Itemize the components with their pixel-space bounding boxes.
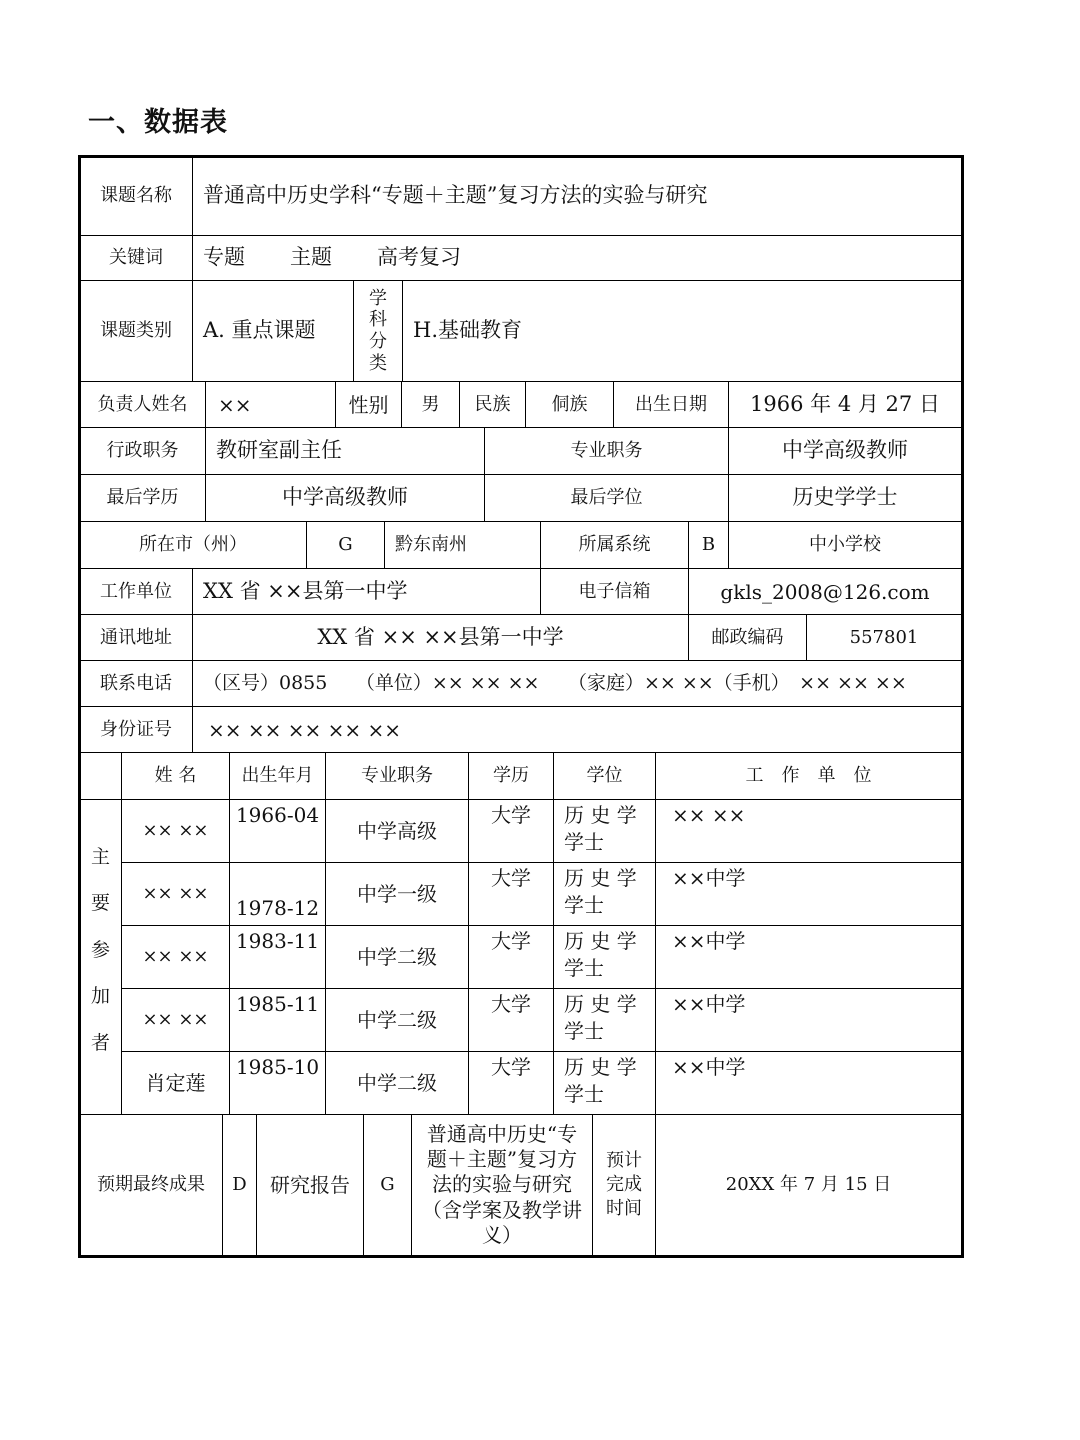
city-value: 黔东南州 — [395, 534, 467, 556]
leader-name: ×× — [218, 392, 252, 417]
header-edu: 学历 — [493, 765, 529, 787]
participant-birth: 1978-12 — [235, 896, 320, 920]
participant-unit: ××中学 — [672, 866, 746, 890]
keyword-item: 高考复习 — [377, 245, 461, 270]
system-code: B — [701, 534, 716, 556]
participant-title: 中学一级 — [357, 882, 437, 906]
participant-birth: 1985-11 — [235, 992, 320, 1016]
participant-unit: ××中学 — [672, 929, 746, 953]
education-label: 最后学历 — [106, 487, 179, 509]
header-name: 姓 名 — [154, 765, 197, 787]
keyword-item: 主题 — [290, 245, 332, 270]
deadline-value: 20XX 年 7 月 15 日 — [725, 1174, 892, 1196]
outcome-form-code: D — [232, 1174, 247, 1196]
birth-value: 1966 年 4 月 27 日 — [750, 391, 940, 416]
participant-unit: ××中学 — [672, 992, 746, 1016]
participant-name: 肖定莲 — [145, 1071, 206, 1095]
participant-title: 中学二级 — [357, 1071, 437, 1095]
work-label: 工作单位 — [100, 580, 172, 602]
participant-birth: 1966-04 — [235, 803, 320, 827]
header-degree: 学位 — [586, 765, 623, 787]
participant-edu: 大学 — [491, 866, 531, 890]
subject-label: 学 科 分 类 — [369, 287, 387, 374]
participant-name: ×× ×× — [142, 820, 209, 842]
outcome-name-code: G — [380, 1174, 395, 1196]
degree-label: 最后学位 — [570, 487, 643, 509]
admin-label: 行政职务 — [106, 440, 179, 462]
postcode-label: 邮政编码 — [711, 626, 784, 648]
prof-title-value: 中学高级教师 — [782, 438, 908, 463]
participant-name: ×× ×× — [142, 1009, 209, 1031]
category-label: 课题类别 — [100, 320, 172, 342]
outcome-name: 普通高中历史“专题＋主题”复习方法的实验与研究（含学案及教学讲义） — [422, 1121, 582, 1248]
prof-title-label: 专业职务 — [570, 440, 643, 462]
header-birth: 出生年月 — [241, 765, 314, 787]
email-value: gkls_2008@126.com — [720, 579, 930, 604]
leader-name-label: 负责人姓名 — [97, 393, 188, 415]
header-title: 专业职务 — [361, 765, 433, 787]
postcode-value: 557801 — [849, 626, 919, 648]
phone-value: （区号）0855 （单位）×× ×× ×× （家庭）×× ××（手机） ×× ×× ×× — [203, 672, 907, 695]
participant-edu: 大学 — [491, 929, 531, 953]
outcome-form: 研究报告 — [270, 1173, 350, 1197]
participant-degree: 历 史 学 学士 — [564, 866, 637, 917]
participant-unit: ××中学 — [672, 1055, 746, 1079]
participant-edu: 大学 — [491, 992, 531, 1016]
system-value: 中小学校 — [809, 534, 881, 556]
keywords-label: 关键词 — [109, 247, 163, 269]
address-value: XX 省 ×× ××县第一中学 — [317, 624, 564, 649]
gender-value: 男 — [421, 393, 440, 415]
work-value: XX 省 ××县第一中学 — [203, 578, 408, 603]
id-label: 身份证号 — [100, 718, 172, 740]
participant-edu: 大学 — [491, 803, 531, 827]
address-label: 通讯地址 — [100, 626, 172, 648]
participant-title: 中学二级 — [357, 945, 437, 969]
outcome-label: 预期最终成果 — [97, 1174, 205, 1196]
education-value: 中学高级教师 — [282, 485, 408, 510]
category-value: A. 重点课题 — [203, 318, 316, 343]
participant-degree: 历 史 学 学士 — [564, 1055, 637, 1106]
participant-birth: 1985-10 — [235, 1055, 320, 1079]
participant-degree: 历 史 学 学士 — [564, 992, 637, 1043]
participant-degree: 历 史 学 学士 — [564, 929, 637, 980]
ethnicity-value: 侗族 — [551, 393, 588, 415]
email-label: 电子信箱 — [578, 580, 651, 602]
participants-side-label: 主 要 参 加 者 — [90, 845, 110, 1054]
system-label: 所属系统 — [578, 534, 651, 556]
participant-title: 中学二级 — [357, 1008, 437, 1032]
participant-edu: 大学 — [491, 1055, 531, 1079]
id-value: ×× ×× ×× ×× ×× — [208, 717, 402, 742]
admin-value: 教研室副主任 — [216, 438, 342, 463]
participant-title: 中学高级 — [357, 819, 437, 843]
participant-name: ×× ×× — [142, 883, 209, 905]
gender-label: 性别 — [348, 392, 389, 417]
header-unit: 工 作 单 位 — [745, 765, 872, 787]
topic-label: 课题名称 — [100, 185, 172, 207]
page-title: 一、数据表 — [88, 107, 228, 138]
ethnicity-label: 民族 — [474, 393, 511, 415]
participant-degree: 历 史 学 学士 — [564, 803, 637, 854]
deadline-label: 预计 完成 时间 — [606, 1149, 642, 1220]
degree-value: 历史学学士 — [792, 485, 898, 510]
birth-label: 出生日期 — [635, 393, 707, 415]
participant-birth: 1983-11 — [235, 929, 320, 953]
participant-name: ×× ×× — [142, 946, 209, 968]
participant-unit: ×× ×× — [672, 803, 746, 827]
city-code: G — [338, 534, 353, 556]
city-label: 所在市（州） — [139, 534, 247, 556]
subject-value: H.基础教育 — [413, 318, 522, 343]
topic-value: 普通高中历史学科“专题＋主题”复习方法的实验与研究 — [203, 183, 708, 208]
phone-label: 联系电话 — [100, 672, 172, 694]
keyword-item: 专题 — [203, 245, 245, 270]
